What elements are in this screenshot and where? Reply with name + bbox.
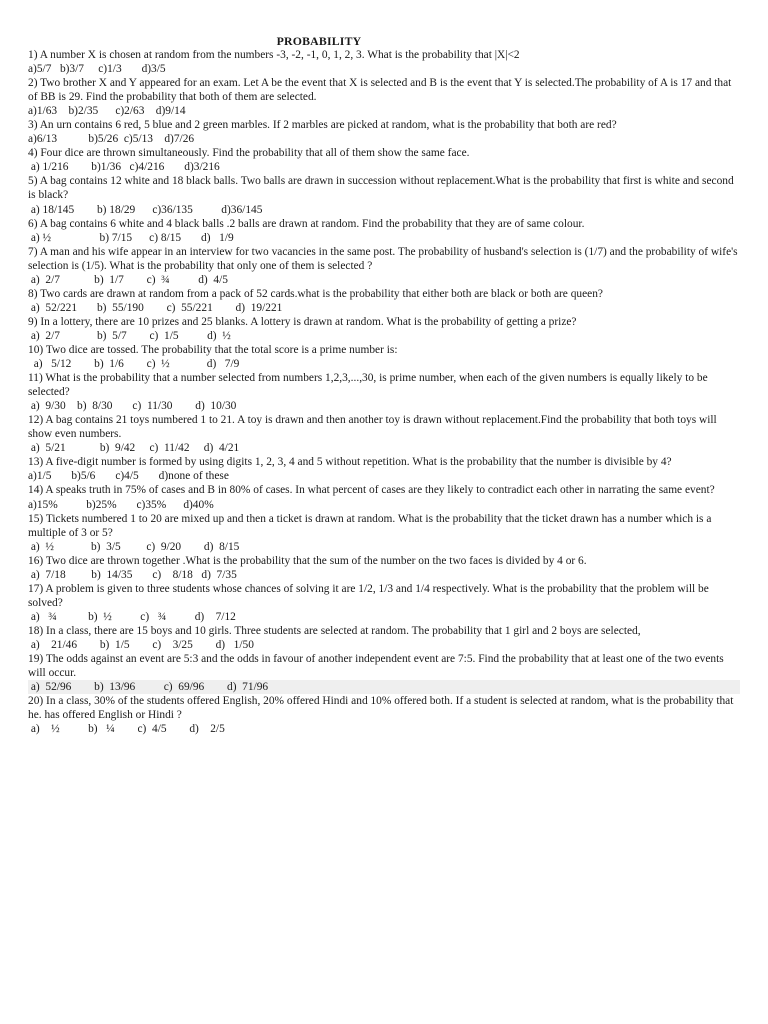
question-7 <box>28 245 740 287</box>
question-text: 7) A man and his wife appear in an interview for two vacancies in the same post. The probability of husband's selection is (1/7) and the probability of wife's selection is (1/5). What is the probability that only one of them is selected ? <box>28 245 738 272</box>
question-text: 17) A problem is given to three students whose chances of solving it are 1/2, 1/3 and 1/4 respectively. What is the probability that the problem will be solved? <box>28 582 709 609</box>
question-options: a) ¾ b) ½ c) ¾ d) 7/12 <box>28 610 236 623</box>
question-options: a) ½ b) ¼ c) 4/5 d) 2/5 <box>28 723 225 736</box>
question-9 <box>28 315 740 343</box>
question-options: a) 5/21 b) 9/42 c) 11/42 d) 4/21 <box>28 442 240 455</box>
question-text: 2) Two brother X and Y appeared for an exam. Let A be the event that X is selected and B is the event that Y is selected.The probability of A is 17 and that of BB is 29. Find the probability that both of them are selected. <box>28 77 732 104</box>
question-text: 4) Four dice are thrown simultaneously. Find the probability that all of them show the same face. <box>28 147 470 160</box>
question-17 <box>28 582 740 624</box>
question-text: 20) In a class, 30% of the students offered English, 20% offered Hindi and 10% offered both. If a student is selected at random, what is the probability that he. has offered English or Hindi ? <box>28 695 734 722</box>
question-text: 16) Two dice are thrown together .What is the probability that the sum of the number on the two faces is divided by 4 or 6. <box>28 554 587 567</box>
question-text: 14) A speaks truth in 75% of cases and B in 80% of cases. In what percent of cases are they likely to contradict each other in narrating the same event? <box>28 484 715 497</box>
question-options: a)1/5 b)5/6 c)4/5 d)none of these <box>28 470 229 483</box>
question-options: a) 2/7 b) 5/7 c) 1/5 d) ½ <box>28 329 231 342</box>
question-options: a) 52/96 b) 13/96 c) 69/96 d) 71/96 <box>28 680 740 694</box>
question-8 <box>28 287 740 315</box>
question-15 <box>28 512 740 554</box>
question-text: 1) A number X is chosen at random from the numbers -3, -2, -1, 0, 1, 2, 3. What is the probability that |X|<2 <box>28 49 520 61</box>
question-options: a) 2/7 b) 1/7 c) ¾ d) 4/5 <box>28 273 228 286</box>
question-2 <box>28 76 740 118</box>
question-4 <box>28 146 740 174</box>
question-text: 12) A bag contains 21 toys numbered 1 to 21. A toy is drawn and then another toy is drawn without replacement.Find the probability that both toys will show even numbers. <box>28 414 717 441</box>
question-options: a) ½ b) 7/15 c) 8/15 d) 1/9 <box>28 231 234 244</box>
question-options: a)5/7 b)3/7 c)1/3 d)3/5 <box>28 63 166 76</box>
question-text: 6) A bag contains 6 white and 4 black balls .2 balls are drawn at random. Find the probability that they are of same colour. <box>28 217 585 230</box>
question-20 <box>28 694 740 736</box>
question-text: 9) In a lottery, there are 10 prizes and 25 blanks. A lottery is drawn at random. What is the probability of getting a prize? <box>28 315 577 328</box>
question-5 <box>28 174 740 216</box>
question-19 <box>28 652 740 694</box>
question-18 <box>28 624 740 652</box>
question-11 <box>28 371 740 413</box>
question-10 <box>28 343 740 371</box>
question-options: a)6/13 b)5/26 c)5/13 d)7/26 <box>28 133 195 146</box>
question-3 <box>28 118 740 146</box>
question-text: 8) Two cards are drawn at random from a pack of 52 cards.what is the probability that either both are black or both are queen? <box>28 287 603 300</box>
question-12 <box>28 413 740 455</box>
question-options: a) 1/216 b)1/36 c)4/216 d)3/216 <box>28 161 220 174</box>
question-text: 3) An urn contains 6 red, 5 blue and 2 green marbles. If 2 marbles are picked at random, what is the probability that both are red? <box>28 119 617 132</box>
question-options: a)1/63 b)2/35 c)2/63 d)9/14 <box>28 105 186 118</box>
page-title: PROBABILITY <box>276 34 362 48</box>
question-14 <box>28 483 740 511</box>
question-options: a) 9/30 b) 8/30 c) 11/30 d) 10/30 <box>28 400 237 413</box>
question-6 <box>28 217 740 245</box>
question-text: 15) Tickets numbered 1 to 20 are mixed up and then a ticket is drawn at random. What is the probability that the ticket drawn has a number which is a multiple of 3 or 5? <box>28 512 712 539</box>
question-text: 10) Two dice are tossed. The probability that the total score is a prime number is: <box>28 343 398 356</box>
question-options: a)15% b)25% c)35% d)40% <box>28 498 214 511</box>
question-options: a) 52/221 b) 55/190 c) 55/221 d) 19/221 <box>28 301 283 314</box>
question-list <box>28 48 740 736</box>
question-text: 11) What is the probability that a number selected from numbers 1,2,3,...,30, is prime number, when each of the given numbers is equally likely to be selected? <box>28 372 708 399</box>
question-options: a) 5/12 b) 1/6 c) ½ d) 7/9 <box>28 358 240 371</box>
question-text: 13) A five-digit number is formed by using digits 1, 2, 3, 4 and 5 without repetition. What is the probability that the number is divisible by 4? <box>28 456 672 469</box>
question-options: a) ½ b) 3/5 c) 9/20 d) 8/15 <box>28 540 240 553</box>
question-13 <box>28 455 740 483</box>
question-text: 19) The odds against an event are 5:3 and the odds in favour of another independent event are 7:5. Find the probability that at least one of the two events will occur. <box>28 653 724 680</box>
question-options: a) 7/18 b) 14/35 c) 8/18 d) 7/35 <box>28 568 237 581</box>
question-text: 18) In a class, there are 15 boys and 10 girls. Three students are selected at random. The probability that 1 girl and 2 boys are selected, <box>28 624 641 637</box>
question-text: 5) A bag contains 12 white and 18 black balls. Two balls are drawn in succession without replacement.What is the probability that first is white and second is black? <box>28 175 734 202</box>
question-options: a) 21/46 b) 1/5 c) 3/25 d) 1/50 <box>28 638 254 651</box>
question-options: a) 18/145 b) 18/29 c)36/135 d)36/145 <box>28 203 263 216</box>
question-16 <box>28 554 740 582</box>
question-1 <box>28 48 740 76</box>
